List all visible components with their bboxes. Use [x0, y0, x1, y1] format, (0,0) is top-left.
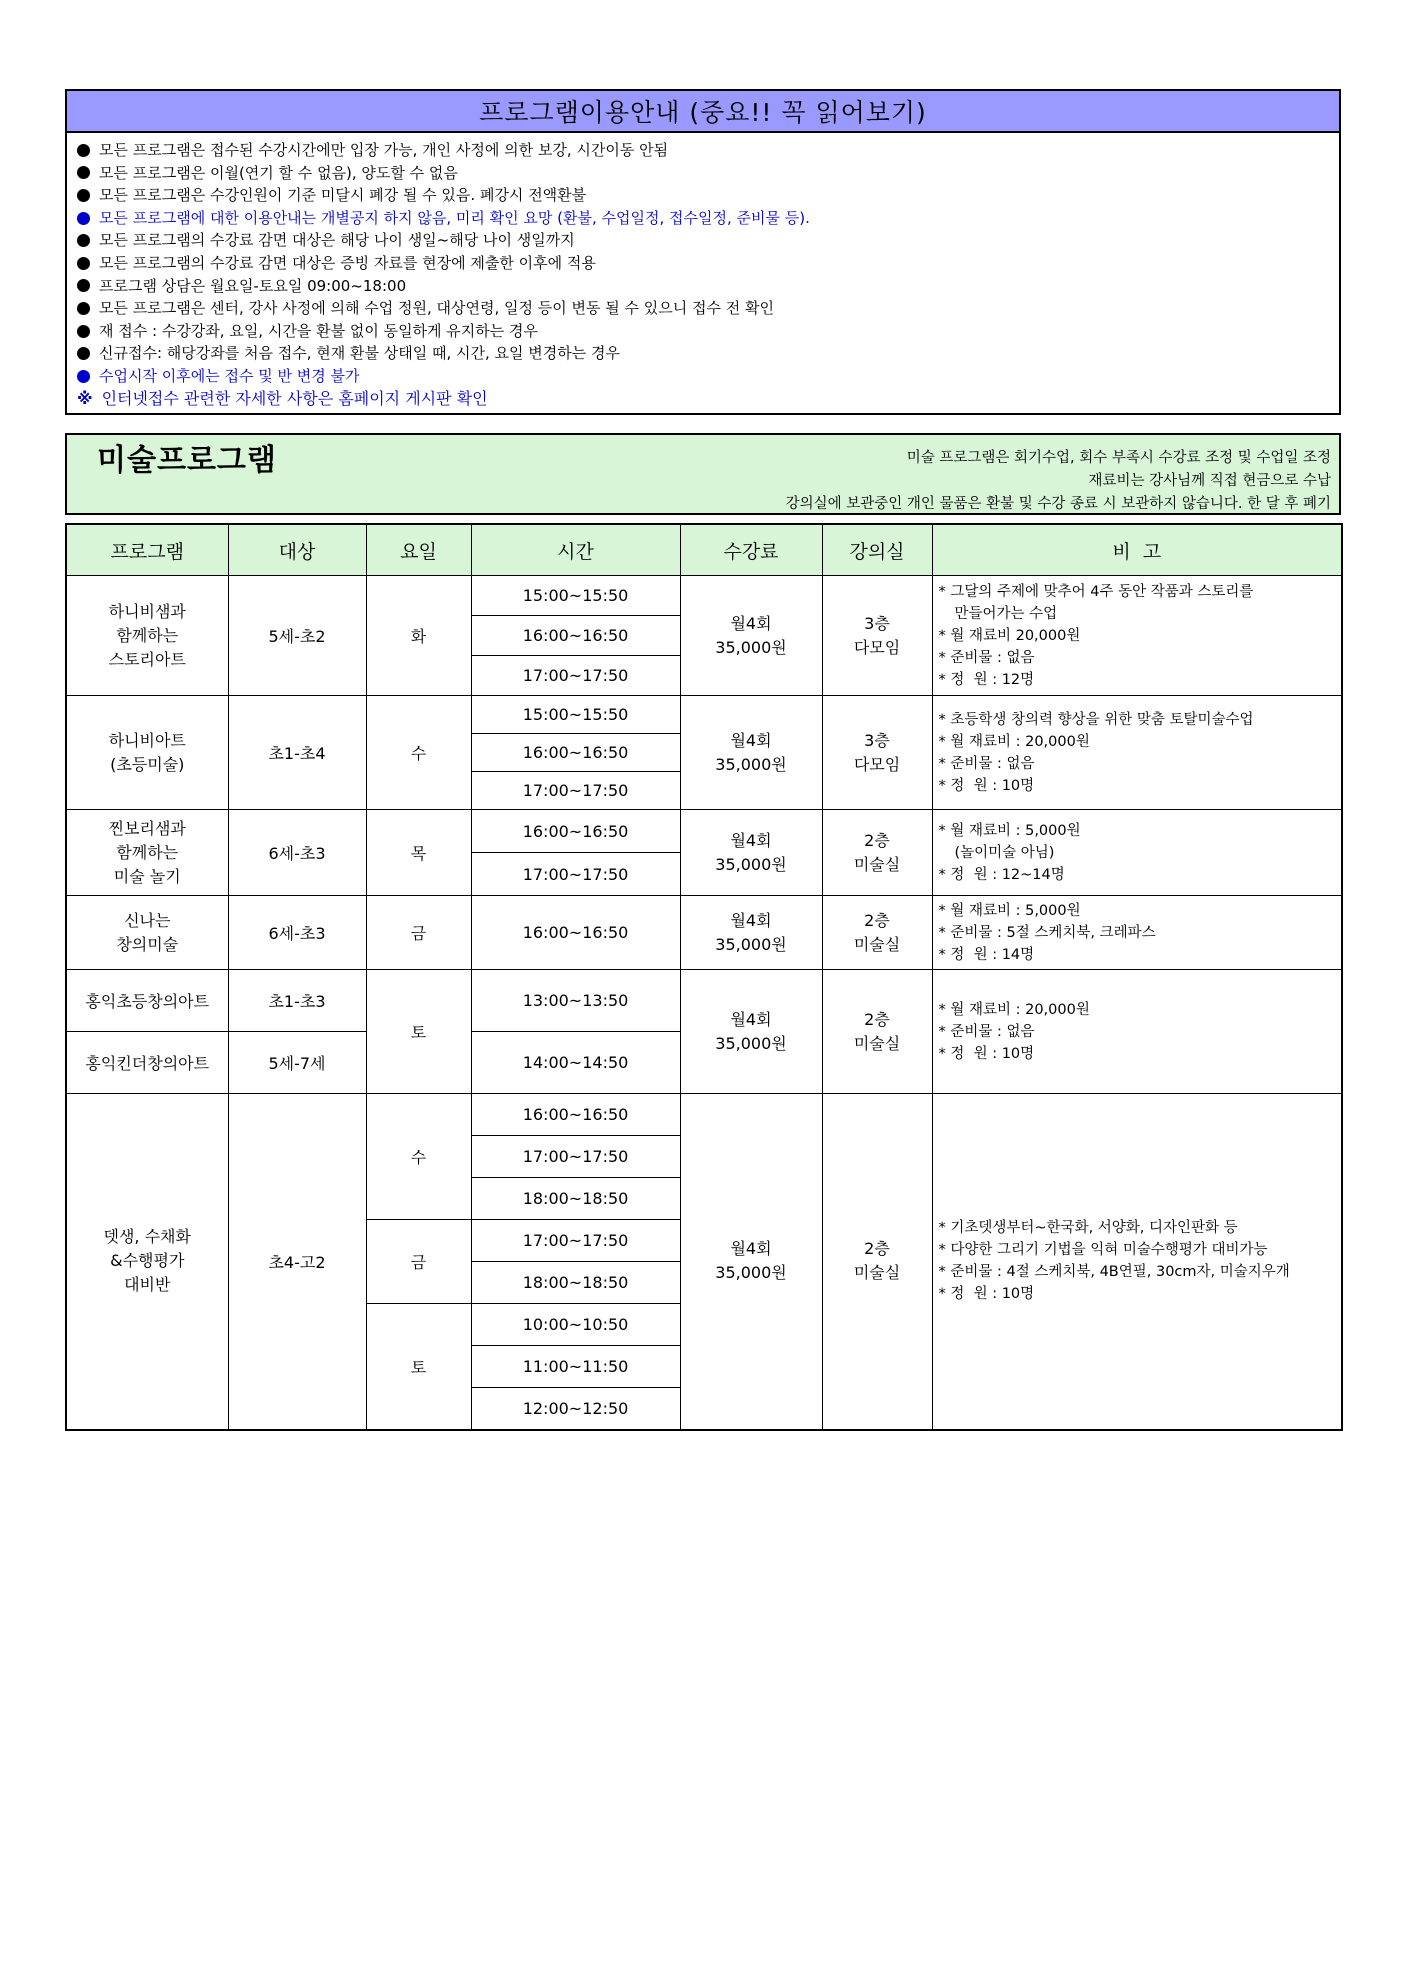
fee-cell: 월4회 35,000원 [680, 896, 822, 970]
time-cell: 11:00~11:50 [471, 1346, 680, 1388]
bullet-icon [77, 370, 90, 383]
program-name: 홍익킨더창의아트 [66, 1032, 228, 1094]
time-cell: 16:00~16:50 [471, 616, 680, 656]
target-cell: 초1-초4 [228, 696, 366, 810]
notice-item: 모든 프로그램은 센터, 강사 사정에 의해 수업 정원, 대상연령, 일정 등이 변동 될 수 있으니 접수 전 확인 [77, 297, 1329, 320]
bullet-icon [77, 302, 90, 315]
day-cell: 금 [366, 896, 471, 970]
table-row [66, 970, 1342, 1032]
room-cell: 3층 다모임 [822, 696, 932, 810]
bullet-icon [77, 189, 90, 202]
fee-cell: 월4회 35,000원 [680, 810, 822, 896]
target-cell: 5세-초2 [228, 576, 366, 696]
reference-mark-icon: ※ [77, 388, 93, 408]
bullet-icon [77, 212, 90, 225]
bullet-icon [77, 166, 90, 179]
notice-item: 모든 프로그램은 접수된 수강시간에만 입장 가능, 개인 사정에 의한 보강, 시간이동 안됨 [77, 139, 1329, 162]
room-cell: 2층 미술실 [822, 896, 932, 970]
bullet-icon [77, 144, 90, 157]
col-header-day: 요일 [366, 524, 471, 576]
time-cell: 15:00~15:50 [471, 576, 680, 616]
target-cell: 초1-초3 [228, 970, 366, 1032]
notice-item: 모든 프로그램은 수강인원이 기준 미달시 폐강 될 수 있음. 폐강시 전액환불 [77, 184, 1329, 207]
notice-list [67, 133, 1339, 410]
target-cell: 6세-초3 [228, 810, 366, 896]
notice-item: 모든 프로그램의 수강료 감면 대상은 해당 나이 생일~해당 나이 생일까지 [77, 229, 1329, 252]
notes-cell: * 초등학생 창의력 향상을 위한 맞춤 토탈미술수업 * 월 재료비 : 20,000원 * 준비물 : 없음 * 정 원 : 10명 [932, 696, 1342, 810]
time-cell: 13:00~13:50 [471, 970, 680, 1032]
time-cell: 16:00~16:50 [471, 810, 680, 853]
notes-cell: * 월 재료비 : 5,000원 * 준비물 : 5절 스케치북, 크레파스 * 정 원 : 14명 [932, 896, 1342, 970]
time-cell: 18:00~18:50 [471, 1178, 680, 1220]
room-cell: 2층 미술실 [822, 1094, 932, 1430]
table-row [66, 896, 1342, 970]
notice-item: 프로그램 상담은 월요일-토요일 09:00~18:00 [77, 275, 1329, 298]
table-row [66, 696, 1342, 734]
fee-cell: 월4회 35,000원 [680, 1094, 822, 1430]
day-cell: 금 [366, 1220, 471, 1304]
program-name: 홍익초등창의아트 [66, 970, 228, 1032]
notes-cell: * 기초뎃생부터~한국화, 서양화, 디자인판화 등 * 다양한 그리기 기법을 익혀 미술수행평가 대비가능 * 준비물 : 4절 스케치북, 4B연필, 30cm자, 미술지우개 * 정 원 : 10명 [932, 1094, 1342, 1430]
room-cell: 2층 미술실 [822, 810, 932, 896]
table-row [66, 576, 1342, 616]
notice-item-important: 모든 프로그램에 대한 이용안내는 개별공지 하지 않음, 미리 확인 요망 (환불, 수업일정, 접수일정, 준비물 등). [77, 207, 1329, 230]
time-cell: 15:00~15:50 [471, 696, 680, 734]
room-cell: 3층 다모임 [822, 576, 932, 696]
notes-cell: * 월 재료비 : 20,000원 * 준비물 : 없음 * 정 원 : 10명 [932, 970, 1342, 1094]
time-cell: 17:00~17:50 [471, 1136, 680, 1178]
program-note: 재료비는 강사님께 직접 현금으로 수납 [1088, 473, 1331, 489]
day-cell: 목 [366, 810, 471, 896]
program-title: 미술프로그램 [97, 443, 277, 478]
day-cell: 토 [366, 1304, 471, 1430]
notice-item-important: 수업시작 이후에는 접수 및 반 변경 불가 [77, 365, 1329, 388]
schedule-table [65, 523, 1343, 1431]
program-name: 하니비샘과 함께하는 스토리아트 [66, 576, 228, 696]
time-cell: 16:00~16:50 [471, 896, 680, 970]
notice-reference: ※ 인터넷접수 관련한 자세한 사항은 홈페이지 게시판 확인 [77, 388, 1329, 411]
notes-cell: * 그달의 주제에 맞추어 4주 동안 작품과 스토리를 만들어가는 수업 * 월 재료비 20,000원 * 준비물 : 없음 * 정 원 : 12명 [932, 576, 1342, 696]
time-cell: 10:00~10:50 [471, 1304, 680, 1346]
notice-item: 신규접수: 해당강좌를 처음 접수, 현재 환불 상태일 때, 시간, 요일 변경하는 경우 [77, 342, 1329, 365]
time-cell: 17:00~17:50 [471, 853, 680, 896]
day-cell: 수 [366, 696, 471, 810]
bullet-icon [77, 257, 90, 270]
bullet-icon [77, 347, 90, 360]
program-notes [786, 447, 1331, 516]
fee-cell: 월4회 35,000원 [680, 696, 822, 810]
bullet-icon [77, 279, 90, 292]
bullet-icon [77, 325, 90, 338]
target-cell: 5세-7세 [228, 1032, 366, 1094]
room-cell: 2층 미술실 [822, 970, 932, 1094]
time-cell: 16:00~16:50 [471, 734, 680, 772]
time-cell: 18:00~18:50 [471, 1262, 680, 1304]
col-header-program: 프로그램 [66, 524, 228, 576]
fee-cell: 월4회 35,000원 [680, 576, 822, 696]
col-header-time: 시간 [471, 524, 680, 576]
program-note: 미술 프로그램은 회기수업, 회수 부족시 수강료 조정 및 수업일 조정 [906, 450, 1331, 466]
table-row [66, 1094, 1342, 1136]
col-header-target: 대상 [228, 524, 366, 576]
day-cell: 토 [366, 970, 471, 1094]
program-name: 하니비아트 (초등미술) [66, 696, 228, 810]
notes-cell: * 월 재료비 : 5,000원 (놀이미술 아님) * 정 원 : 12~14명 [932, 810, 1342, 896]
time-cell: 17:00~17:50 [471, 1220, 680, 1262]
program-note: 강의실에 보관중인 개인 물품은 환불 및 수강 종료 시 보관하지 않습니다. 한 달 후 폐기 [785, 496, 1331, 512]
notice-item: 모든 프로그램의 수강료 감면 대상은 증빙 자료를 현장에 제출한 이후에 적용 [77, 252, 1329, 275]
notice-title: 프로그램이용안내 (중요!! 꼭 읽어보기) [67, 91, 1339, 133]
notice-item: 재 접수 : 수강강좌, 요일, 시간을 환불 없이 동일하게 유지하는 경우 [77, 320, 1329, 343]
program-name: 신나는 창의미술 [66, 896, 228, 970]
notice-box [65, 89, 1341, 415]
col-header-fee: 수강료 [680, 524, 822, 576]
day-cell: 화 [366, 576, 471, 696]
col-header-room: 강의실 [822, 524, 932, 576]
time-cell: 12:00~12:50 [471, 1388, 680, 1430]
program-name: 찐보리샘과 함께하는 미술 놀기 [66, 810, 228, 896]
day-cell: 수 [366, 1094, 471, 1220]
program-name: 뎃생, 수채화 &수행평가 대비반 [66, 1094, 228, 1430]
target-cell: 초4-고2 [228, 1094, 366, 1430]
target-cell: 6세-초3 [228, 896, 366, 970]
time-cell: 14:00~14:50 [471, 1032, 680, 1094]
time-cell: 17:00~17:50 [471, 772, 680, 810]
col-header-notes: 비 고 [932, 524, 1342, 576]
table-header-row [66, 524, 1342, 576]
program-header [65, 433, 1341, 515]
bullet-icon [77, 234, 90, 247]
notice-item: 모든 프로그램은 이월(연기 할 수 없음), 양도할 수 없음 [77, 162, 1329, 185]
fee-cell: 월4회 35,000원 [680, 970, 822, 1094]
time-cell: 17:00~17:50 [471, 656, 680, 696]
time-cell: 16:00~16:50 [471, 1094, 680, 1136]
table-row [66, 810, 1342, 853]
